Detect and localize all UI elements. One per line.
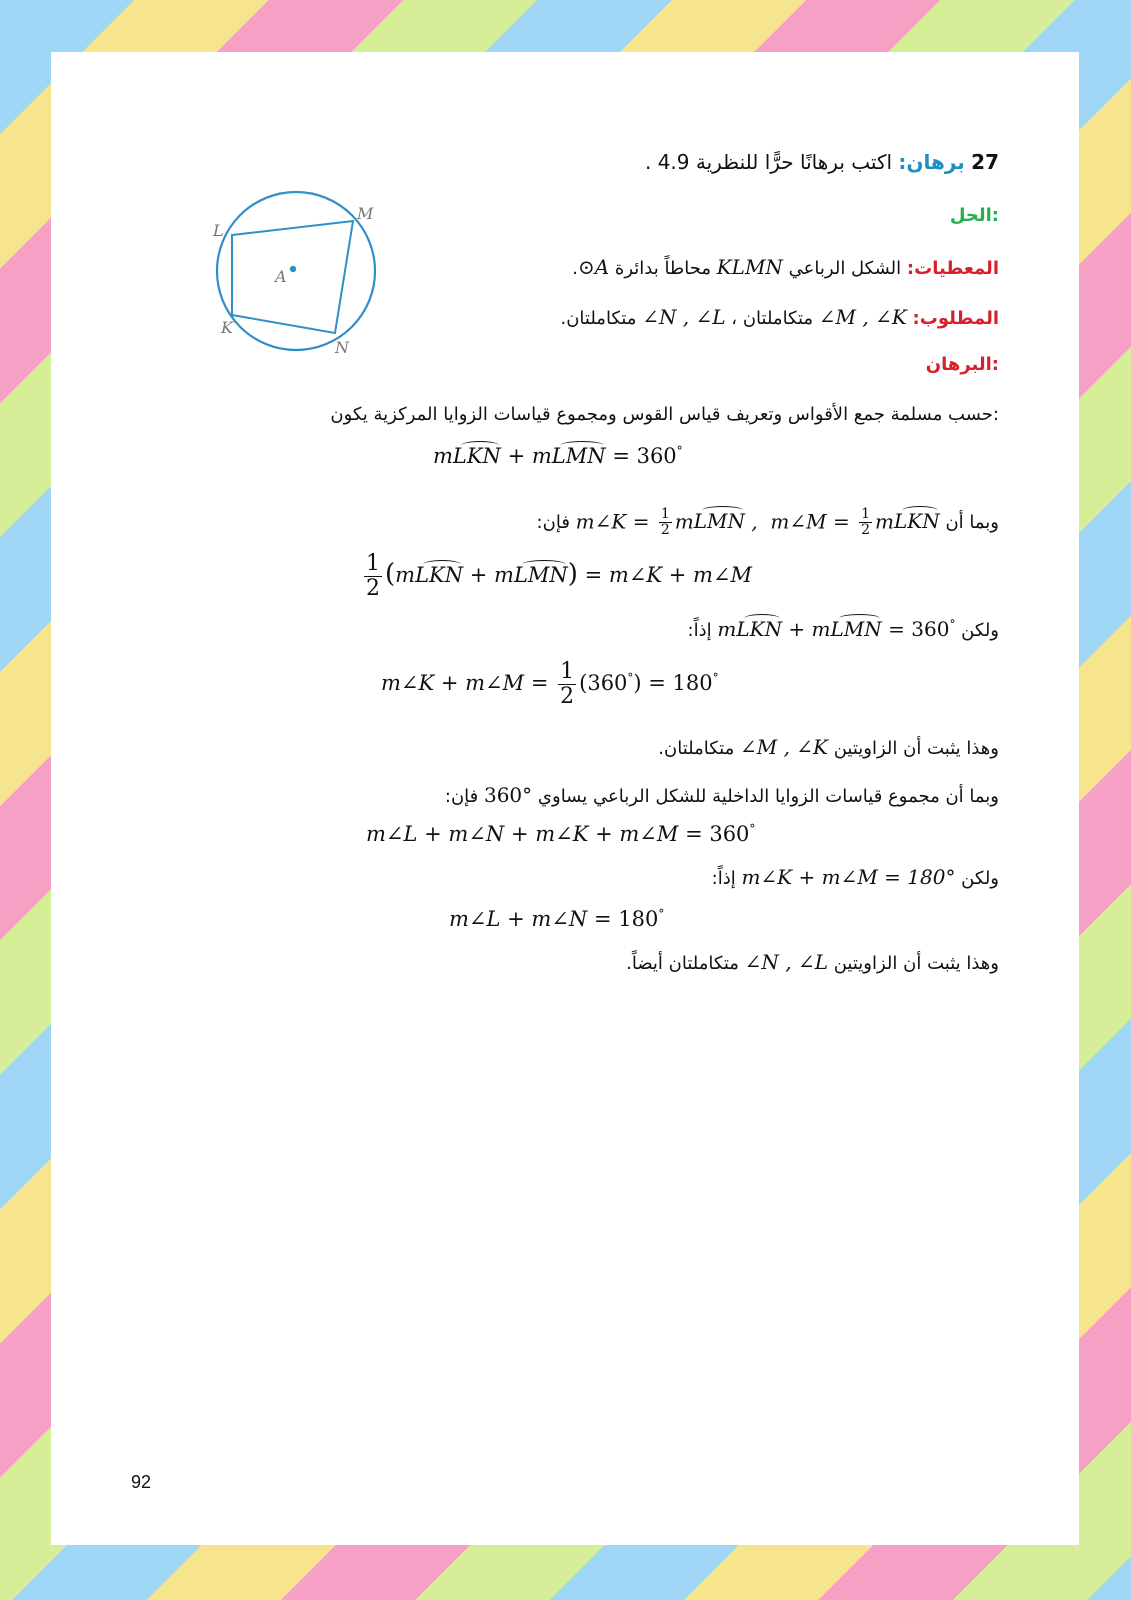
line4-prefix: وهذا يثبت أن الزاويتين xyxy=(833,738,999,759)
given-line: المعطيات: الشكل الرباعي KLMN محاطاً بدائرة ⊙A. xyxy=(572,255,999,279)
line7-suffix: متكاملتان أيضاً. xyxy=(626,953,739,974)
line3-suffix: إذاً: xyxy=(687,620,712,641)
exercise-header xyxy=(645,150,999,174)
line2-math: m∠K = $\frac{1}{2}$ mLMN , m∠M = $\frac{1}{2}$ mLKN xyxy=(575,506,940,539)
given-quad: KLMN xyxy=(716,255,783,279)
inscribed-quadrilateral-figure xyxy=(201,182,391,362)
vertex-label-n: N xyxy=(335,338,349,357)
proof-line-2 xyxy=(537,507,999,539)
required-word1: متكاملتان ، xyxy=(731,308,814,329)
given-text: الشكل الرباعي xyxy=(788,258,902,279)
required-word2: متكاملتان. xyxy=(560,308,637,329)
line7-pair: ∠N , ∠L xyxy=(744,950,828,974)
line4-pair: ∠M , ∠K xyxy=(739,735,828,759)
center-point xyxy=(290,266,296,272)
center-label: A xyxy=(275,267,287,286)
line6-eq: m∠K + m∠M = 180° xyxy=(741,865,956,889)
line5-suffix: فإن: xyxy=(444,786,479,807)
given-circle: ⊙A xyxy=(577,255,610,279)
proof-line-4 xyxy=(658,735,999,759)
line3-math: mLKN + mLMN = 360° xyxy=(717,617,956,641)
equation-3: m∠K + m∠M = $\frac{1}{2}$ (360°) = 180° xyxy=(381,659,719,710)
exercise-number: 27 xyxy=(971,150,999,174)
required-line xyxy=(560,305,999,329)
required-pair2: ∠N , ∠L xyxy=(642,305,726,329)
proof-line-5 xyxy=(445,783,999,807)
given-text2: محاطاً بدائرة xyxy=(614,258,711,279)
required-label: المطلوب: xyxy=(912,308,999,329)
given-label: المعطيات: xyxy=(906,258,999,279)
line5-text: وبما أن مجموع قياسات الزوايا الداخلية للشكل الرباعي يساوي xyxy=(537,786,999,807)
quadrilateral-klmn xyxy=(232,221,353,333)
proof-line-1: حسب مسلمة جمع الأقواس وتعريف قياس القوس ومجموع قياسات الزوايا المركزية يكون: xyxy=(330,404,999,425)
vertex-label-l: L xyxy=(213,221,224,240)
proof-line-3 xyxy=(688,617,999,641)
vertex-label-k: K xyxy=(221,318,233,337)
exercise-label: برهان: xyxy=(898,150,965,174)
line5-value: 360° xyxy=(483,783,533,807)
page-number: 92 xyxy=(131,1472,152,1492)
line6-suffix: إذاً: xyxy=(711,868,736,889)
line3-prefix: ولكن xyxy=(961,620,999,641)
solution-heading: الحل: xyxy=(949,205,999,226)
vertex-label-m: M xyxy=(357,204,374,223)
line2-suffix: فإن: xyxy=(536,512,570,534)
required-pair1: ∠M , ∠K xyxy=(818,305,907,329)
equation-2: $\frac{1}{2}$ (mLKN + mLMN) = m∠K + m∠M xyxy=(366,551,753,602)
proof-line-7 xyxy=(626,950,999,974)
proof-label: البرهان: xyxy=(925,354,999,375)
exercise-prompt: اكتب برهانًا حرًّا للنظرية 4.9 . xyxy=(644,150,893,174)
equation-5: m∠L + m∠N = 180° xyxy=(449,907,665,931)
line7-prefix: وهذا يثبت أن الزاويتين xyxy=(833,953,999,974)
equation-1: mLKN + mLMN = 360° xyxy=(433,444,683,468)
line4-suffix: متكاملتان. xyxy=(658,738,735,759)
line2-prefix: وبما أن xyxy=(945,512,999,534)
line6-prefix: ولكن xyxy=(961,868,999,889)
proof-line-6 xyxy=(712,865,999,889)
page xyxy=(51,52,1079,1545)
equation-4: m∠L + m∠N + m∠K + m∠M = 360° xyxy=(366,822,756,846)
